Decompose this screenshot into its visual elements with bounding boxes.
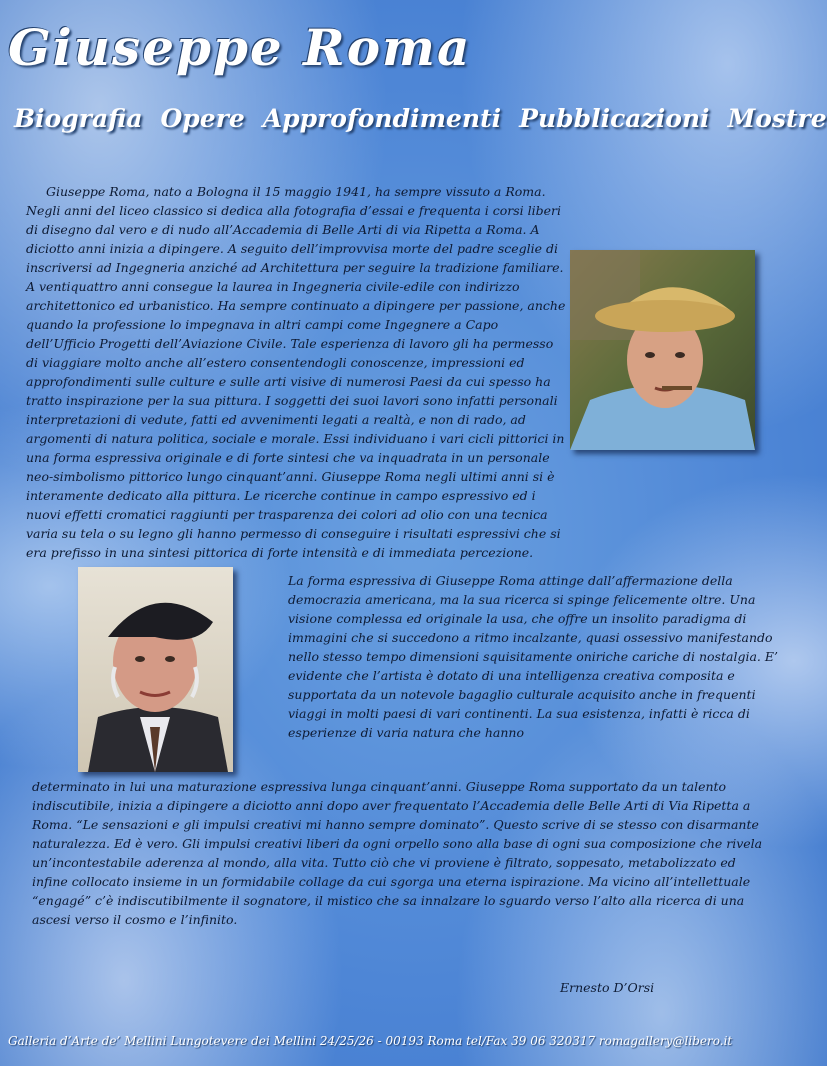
nav-biografia[interactable]: Biografia — [14, 104, 143, 133]
footer-contact: Galleria d’Arte de’ Mellini Lungotevere dei Mellini 24/25/26 - 00193 Roma tel/Fax 39 06 320317 romagallery@libero.it — [8, 1034, 733, 1048]
page-title: Giuseppe Roma — [8, 18, 472, 77]
bio-paragraph-2: La forma espressiva di Giuseppe Roma attinge dall’affermazione della democrazia americana, ma la sua ricerca si spinge felicemente oltre. Una visione complessa ed originale la usa, che offre un insolito paradigma di immagini che si succedono a ritmo incalzante, quasi ossessivo manifestando nello stesso tempo dimensioni squisitamente oniriche cariche di nostalgia. E’ evidente che l’artista è dotato di una intelligenza creativa composita e supportata da un notevole bagaglio culturale acquisito anche in frequenti viaggi in molti paesi di vari continenti. La sua esistenza, infatti è ricca di esperienze di varia natura che hanno — [288, 573, 778, 740]
bio-paragraph-3: determinato in lui una maturazione espressiva lunga cinquant’anni. Giuseppe Roma supportato da un talento indiscutibile, inizia a dipingere a diciotto anni dopo aver frequentato l’Accademia delle Belle Arti di Via Ripetta a Roma. “Le sensazioni e gli impulsi creativi mi hanno sempre dominato”. Questo scrive di se stesso con disarmante naturalezza. Ed è vero. Gli impulsi creativi liberi da ogni orpello sono alla base di ogni sua composizione che rivela un’incontestabile aderenza al mondo, alla vita. Tutto ciò che vi proviene è filtrato, soppesato, metabolizzato ed infine collocato insieme in un formidabile collage da cui sgorga una eterna ispirazione. Ma vicino all’intellettuale “engagé” c’è indiscutibilmente il sognatore, il mistico che sa innalzare lo sguardo verso l’alto alla ricerca di una ascesi verso il cosmo e l’infinito. — [32, 779, 763, 927]
nav-opere[interactable]: Opere — [160, 104, 245, 133]
nav-approfondimenti[interactable]: Approfondimenti — [262, 104, 502, 133]
portrait-straw-hat-image — [570, 250, 755, 450]
portrait-beret-photo — [78, 567, 233, 772]
nav-pubblicazioni[interactable]: Pubblicazioni — [519, 104, 710, 133]
bio-paragraph-1: Giuseppe Roma, nato a Bologna il 15 maggio 1941, ha sempre vissuto a Roma. Negli anni del liceo classico si dedica alla fotografia d’essai e frequenta i corsi liberi di disegno dal vero e di nudo all’Accademia di Belle Arti di via Ripetta a Roma. A diciotto anni inizia a dipingere. A seguito dell’improvvisa morte del padre sceglie di inscriversi ad Ingegneria anziché ad Architettura per seguire la tradizione familiare. A ventiquattro anni consegue la laurea in Ingegneria civile-edile con indirizzo architettonico ed urbanistico. Ha sempre continuato a dipingere per passione, anche quando la professione lo impegnava in altri campi come Ingegnere a Capo dell’Ufficio Progetti dell’Aviazione Civile. Tale esperienza di lavoro gli ha permesso di viaggiare molto anche all’estero consentendogli conoscenze, impressioni ed approfondimenti sulle culture e sulle arti visive di numerosi Paesi da cui spesso ha tratto inspirazione per la sua pittura. I soggetti dei suoi lavori sono infatti personali interpretazioni di vedute, fatti ed avvenimenti legati a realtà, e non di rado, ad argomenti di natura politica, sociale e morale. Essi individuano i vari cicli pittorici in una forma espressiva originale e di forte sintesi che va inquadrata in un personale neo-simbolismo pittorico lungo cinquant’anni. Giuseppe Roma negli ultimi anni si è interamente dedicato alla pittura. Le ricerche continue in campo espressivo ed i nuovi effetti cromatici raggiunti per trasparenza dei colori ad olio con una tecnica varia su tela o su legno gli hanno permesso di conseguire i risultati espressivi che si era prefisso in una sintesi pittorica di forte intensità e di immediata percezione. — [26, 184, 566, 560]
portrait-straw-hat-photo — [570, 250, 755, 450]
main-nav — [14, 104, 827, 133]
portrait-beret-image — [78, 567, 233, 772]
nav-mostre[interactable]: Mostre — [727, 104, 827, 133]
signature: Ernesto D’Orsi — [560, 980, 655, 995]
